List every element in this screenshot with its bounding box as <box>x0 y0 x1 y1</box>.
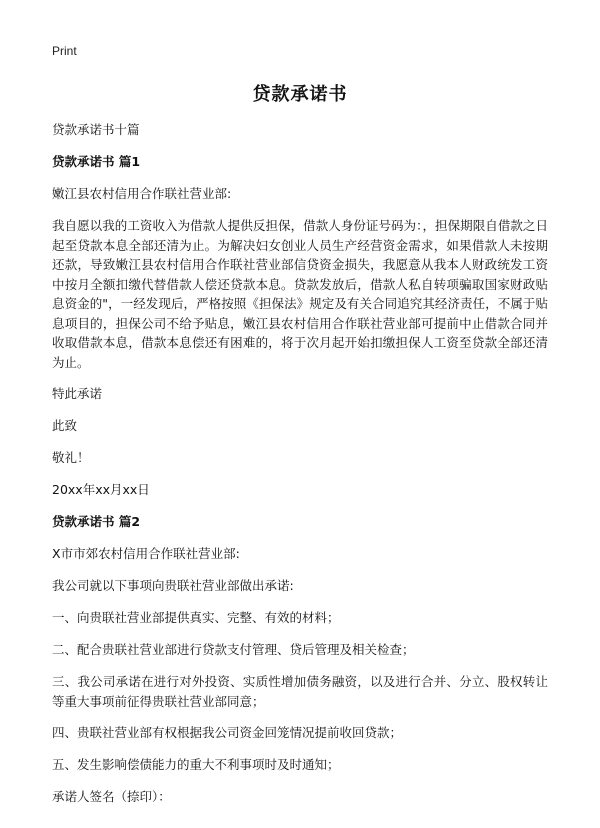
document-subtitle: 贷款承诺书十篇 <box>52 122 140 137</box>
document-content <box>52 120 548 819</box>
section-2-heading: 贷款承诺书 篇2 <box>52 514 141 529</box>
section-1-heading: 贷款承诺书 篇1 <box>52 154 141 169</box>
section-2-signature: 承诺人签名（捺印）： <box>52 789 171 804</box>
section-2-item: 一、向贵联社营业部提供真实、完整、有效的材料； <box>52 610 340 625</box>
section-2-item: 三、我公司承诺在进行对外投资、实质性增加债务融资，以及进行合并、分立、股权转让等重大事项前征得贵联社营业部同意； <box>52 674 548 709</box>
section-1-closing-1: 特此承诺 <box>52 386 103 401</box>
section-1-closing-3: 敬礼！ <box>52 450 90 465</box>
section-1-date: 20xx年xx月xx日 <box>52 482 150 497</box>
section-2-intro: 我公司就以下事项向贵联社营业部做出承诺: <box>52 578 294 593</box>
section-2-item: 二、配合贵联社营业部进行贷款支付管理、贷后管理及相关检查； <box>52 642 415 657</box>
section-1-body: 我自愿以我的工资收入为借款人提供反担保，借款人身份证号码为：，担保期限自借款之日起至贷款本息全部还清为止。为解决妇女创业人员生产经营资金需求，如果借款人未按期还款，导致嫩江县农村信用合作联社营业部信贷资金损失，我愿意从我本人财政统发工资中按月全额扣缴代替借款人偿还贷款本息。贷款发放后，借款人私自转项骗取国家财政贴息资金的"，一经发现后，严格按照《担保法》规定及有关合同追究其经济责任，不属于贴息项目的，担保公司不给予贴息，嫩江县农村信用合作联社营业部可提前中止借款合同并收取借款本息，借款本息偿还有困难的，将于次月起开始扣缴担保人工资至贷款全部还清为止。 <box>52 218 548 370</box>
section-2-addressee: X市市郊农村信用合作联社营业部: <box>52 546 240 561</box>
section-1-closing-2: 此致 <box>52 418 78 433</box>
print-label: Print <box>52 44 77 58</box>
document-title: 贷款承诺书 <box>252 84 348 105</box>
section-2-item: 四、贵联社营业部有权根据我公司资金回笼情况提前收回贷款； <box>52 725 403 740</box>
section-1-addressee: 嫩江县农村信用合作联社营业部: <box>52 186 232 201</box>
section-2-item: 五、发生影响偿债能力的重大不利事项时及时通知； <box>52 757 340 772</box>
